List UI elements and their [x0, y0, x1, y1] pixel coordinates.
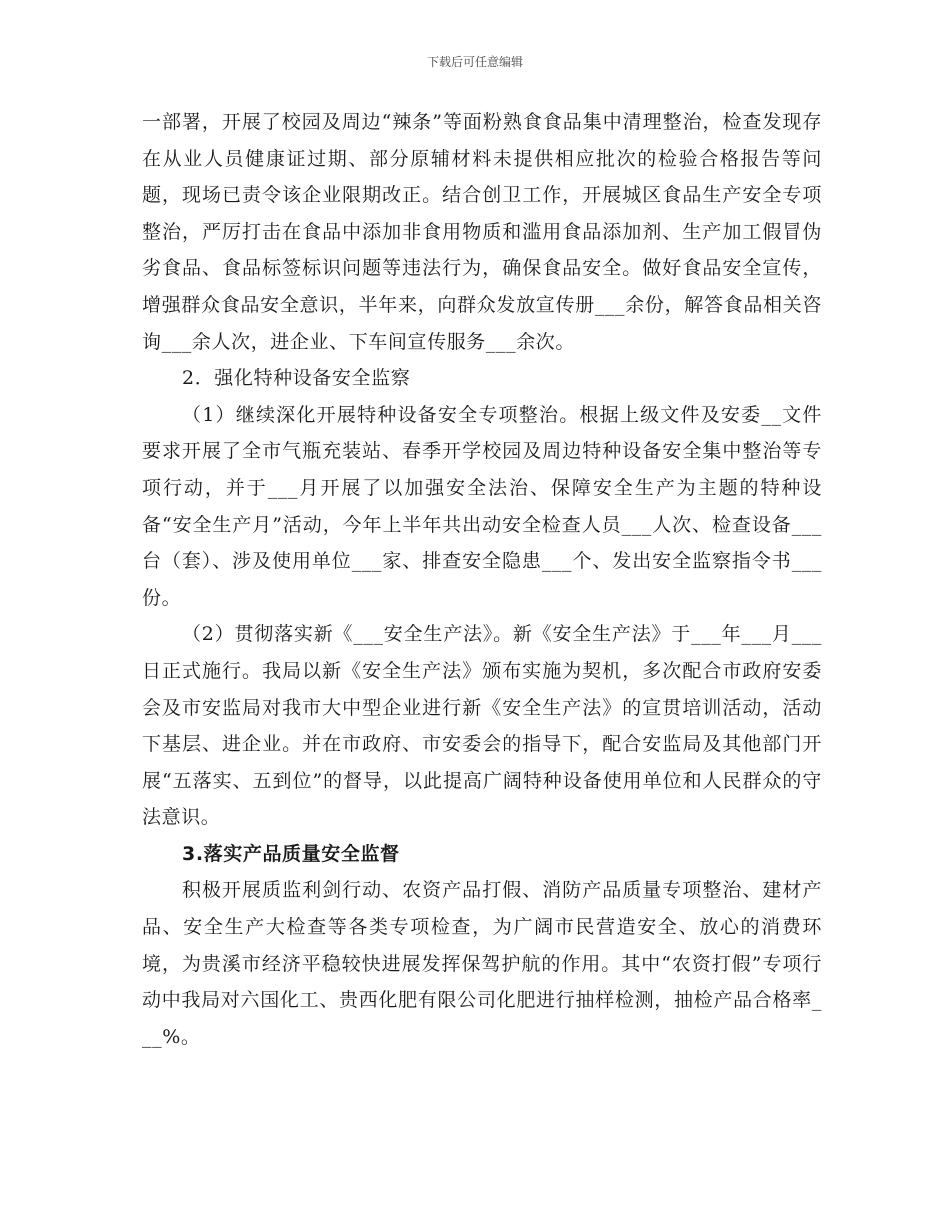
section-heading-product-quality: 3.落实产品质量安全监督 [182, 842, 400, 865]
document-body [142, 104, 822, 1055]
paragraph-special-equipment-rectification: （1）继续深化开展特种设备安全专项整治。根据上级文件及安委__文件要求开展了全市气瓶充装站、春季开学校园及周边特种设备安全集中整治等专项行动，并于___月开展了以加强安全法治、保障安全生产为主题的特种设备“安全生产月”活动，今年上半年共出动安全检查人员___人次、检查设备___台（套）、涉及使用单位___家、排查安全隐患___个、发出安全监察指令书___份。 [142, 403, 822, 609]
paragraph-food-safety: 一部署，开展了校园及周边“辣条”等面粉熟食食品集中清理整治，检查发现存在从业人员健康证过期、部分原辅材料未提供相应批次的检验合格报告等问题，现场已责令该企业限期改正。结合创卫工作，开展城区食品生产安全专项整治，严厉打击在食品中添加非食用物质和滥用食品添加剂、生产加工假冒伪劣食品、食品标签标识问题等违法行为，确保食品安全。做好食品安全宣传，增强群众食品安全意识，半年来，向群众发放宣传册___余份，解答食品相关咨询___余人次，进企业、下车间宣传服务___余次。 [142, 111, 822, 353]
paragraph-safety-production-law: （2）贯彻落实新《___安全生产法》。新《安全生产法》于___年___月___日正式施行。我局以新《安全生产法》颁布实施为契机，多次配合市政府安委会及市安监局对我市大中型企业进行新《安全生产法》的宣贯培训活动，活动下基层、进企业。并在市政府、市安委会的指导下，配合安监局及其他部门开展“五落实、五到位”的督导，以此提高广阔特种设备使用单位和人民群众的守法意识。 [142, 623, 822, 829]
page-header: 下载后可任意编辑 [426, 55, 523, 69]
section-heading-special-equipment: 2．强化特种设备安全监察 [182, 367, 411, 390]
paragraph-product-quality: 积极开展质监利剑行动、农资产品打假、消防产品质量专项整治、建材产品、安全生产大检查等各类专项检查，为广阔市民营造安全、放心的消费环境，为贵溪市经济平稳较快进展发挥保驾护航的作用。其中“农资打假”专项行动中我局对六国化工、贵西化肥有限公司化肥进行抽样检测，抽检产品合格率___%。 [142, 879, 822, 1048]
